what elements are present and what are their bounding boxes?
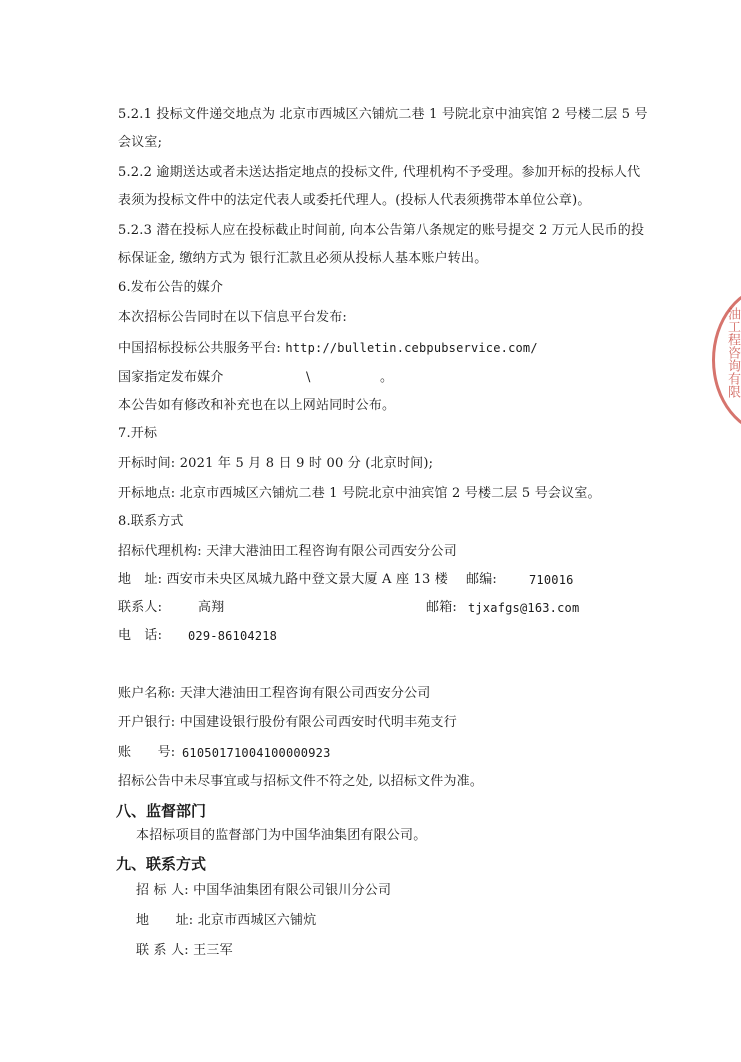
tenderer-contact: 联 系 人: 王三军 (136, 943, 233, 958)
s8-contact-row (118, 599, 598, 617)
s521-line1: 5.2.1 投标文件递交地点为 北京市西城区六铺炕二巷 1 号院北京中油宾馆 2 号楼二层 5 号 (118, 107, 648, 122)
s8-agency: 招标代理机构: 天津大港油田工程咨询有限公司西安分公司 (118, 544, 457, 559)
bank-account-row (118, 744, 418, 762)
s8-address-row (118, 571, 598, 589)
s7-time: 开标时间: 2021 年 5 月 8 日 9 时 00 分 (北京时间); (118, 456, 434, 471)
bank-note: 招标公告中未尽事宜或与招标文件不符之处, 以招标文件为准。 (118, 774, 484, 789)
platform-url[interactable]: http://bulletin.cebpubservice.com/ (285, 341, 538, 355)
s6-intro: 本次招标公告同时在以下信息平台发布: (118, 310, 347, 325)
platform-label: 中国招标投标公共服务平台: (118, 341, 281, 356)
account-no: 61050171004100000923 (182, 746, 331, 760)
seal-text: 油工程咨询有限 (725, 307, 740, 398)
s8-title: 8.联系方式 (118, 514, 184, 529)
bank-account-name: 账户名称: 天津大港油田工程咨询有限公司西安分公司 (118, 686, 431, 701)
s6-title: 6.发布公告的媒介 (118, 280, 224, 295)
s523-line2: 标保证金, 缴纳方式为 银行汇款且必须从投标人基本账户转出。 (118, 251, 488, 266)
email-label: 邮箱: (426, 600, 457, 615)
heading-contact: 九、联系方式 (116, 855, 207, 873)
media-dot: 。 (380, 370, 394, 385)
s6-platform (118, 339, 538, 358)
s6-note: 本公告如有修改和补充也在以上网站同时公布。 (118, 398, 396, 413)
contact-label: 联系人: (118, 600, 163, 615)
company-seal-stamp (712, 285, 741, 435)
supervision-body: 本招标项目的监督部门为中国华油集团有限公司。 (136, 828, 427, 843)
phone-label: 电 话: (118, 628, 163, 643)
s522-line1: 5.2.2 逾期送达或者未送达指定地点的投标文件, 代理机构不予受理。参加开标的投标人代 (118, 165, 641, 180)
s7-place: 开标地点: 北京市西城区六铺炕二巷 1 号院北京中油宾馆 2 号楼二层 5 号会议室。 (118, 486, 601, 501)
s522-line2: 表须为投标文件中的法定代表人或委托代理人。(投标人代表须携带本单位公章)。 (118, 193, 591, 208)
postcode-label: 邮编: (466, 572, 497, 587)
s7-title: 7.开标 (118, 426, 158, 441)
s6-media (118, 369, 418, 387)
contact-name: 高翔 (198, 600, 225, 615)
postcode: 710016 (529, 573, 574, 587)
agency-address: 地 址: 西安市未央区凤城九路中登文景大厦 A 座 13 楼 (118, 572, 448, 587)
bank-name: 开户银行: 中国建设银行股份有限公司西安时代明丰苑支行 (118, 715, 457, 730)
media-label: 国家指定发布媒介 (118, 370, 224, 385)
s523-line1: 5.2.3 潜在投标人应在投标截止时间前, 向本公告第八条规定的账号提交 2 万元人民币的投 (118, 223, 645, 238)
email[interactable]: tjxafgs@163.com (468, 601, 580, 615)
account-label: 账 号: (118, 745, 176, 760)
s8-phone-row (118, 627, 418, 645)
tenderer-address: 地 址: 北京市西城区六铺炕 (136, 913, 317, 928)
tenderer: 招 标 人: 中国华油集团有限公司银川分公司 (136, 883, 392, 898)
s521-line2: 会议室; (118, 135, 163, 150)
heading-supervision: 八、监督部门 (116, 802, 207, 820)
media-slash: \ (306, 370, 311, 385)
phone: 029-86104218 (188, 629, 278, 643)
